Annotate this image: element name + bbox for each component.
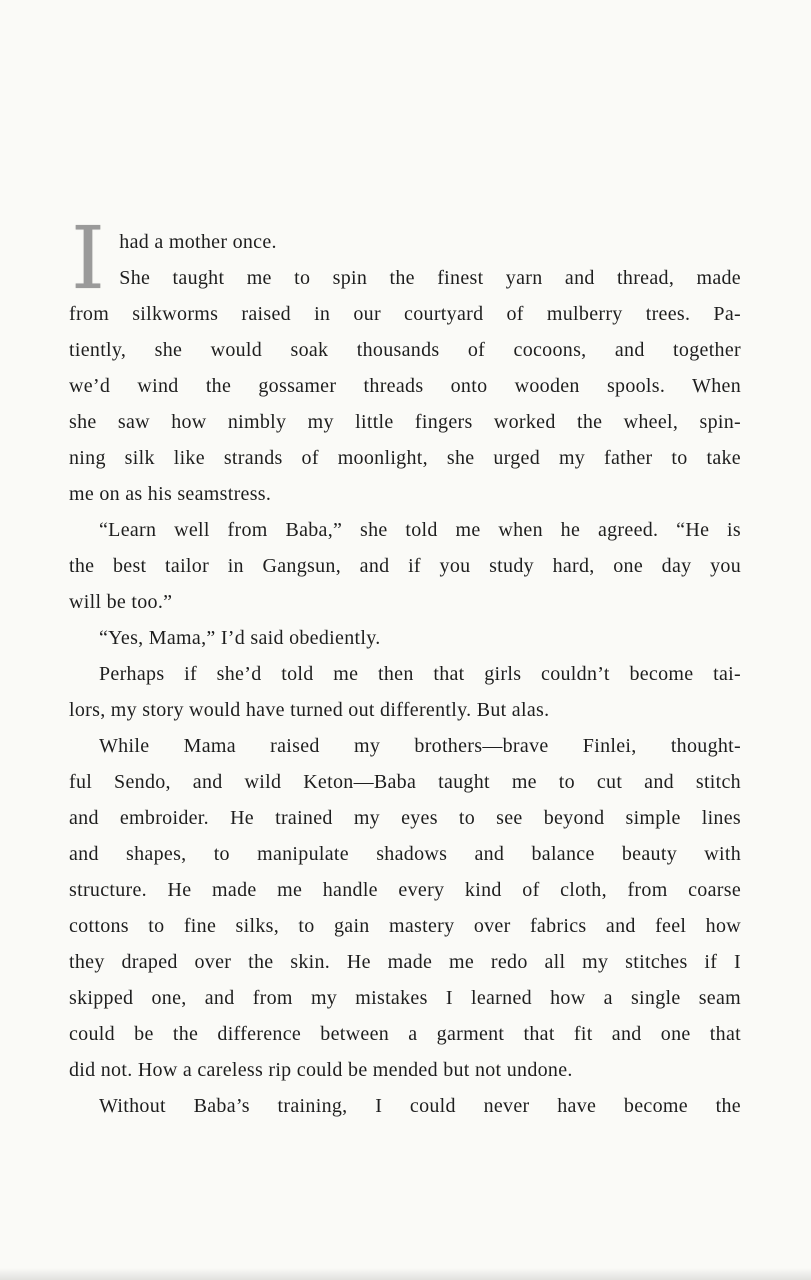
text-line: had a mother once.: [119, 231, 277, 253]
text-line: ful Sendo, and wild Keton—Baba taught me to cut and stitch: [69, 771, 741, 793]
text-line: skipped one, and from my mistakes I learned how a single seam: [69, 987, 741, 1009]
paragraph: [69, 1088, 741, 1124]
page-edge-shadow: [0, 1268, 811, 1280]
text-line: “Learn well from Baba,” she told me when he agreed. “He is: [99, 519, 741, 541]
text-line: the best tailor in Gangsun, and if you study hard, one day you: [69, 555, 741, 577]
text-line: we’d wind the gossamer threads onto wooden spools. When: [69, 375, 741, 397]
text-line: will be too.”: [69, 591, 173, 613]
drop-cap: I: [71, 209, 106, 309]
text-line: they draped over the skin. He made me redo all my stitches if I: [69, 951, 741, 973]
text-line: cottons to fine silks, to gain mastery over fabrics and feel how: [69, 915, 741, 937]
text-line: She taught me to spin the finest yarn and thread, made: [119, 267, 741, 289]
text-line: Perhaps if she’d told me then that girls couldn’t become tai-: [99, 663, 741, 685]
text-line: could be the difference between a garment that fit and one that: [69, 1023, 741, 1045]
paragraph: [69, 620, 741, 656]
text-line: and embroider. He trained my eyes to see beyond simple lines: [69, 807, 741, 829]
text-line: “Yes, Mama,” I’d said obediently.: [99, 627, 381, 649]
text-line: tiently, she would soak thousands of cocoons, and together: [69, 339, 741, 361]
text-line: did not. How a careless rip could be mended but not undone.: [69, 1059, 573, 1081]
paragraph: [69, 512, 741, 620]
text-line: ning silk like strands of moonlight, she urged my father to take: [69, 447, 741, 469]
text-line: she saw how nimbly my little fingers worked the wheel, spin-: [69, 411, 741, 433]
text-line: structure. He made me handle every kind of cloth, from coarse: [69, 879, 741, 901]
text-line: While Mama raised my brothers—brave Finlei, thought-: [99, 735, 741, 757]
paragraph: [69, 224, 741, 260]
text-block: [69, 209, 741, 1124]
paragraph: [69, 728, 741, 1088]
paragraph: [69, 260, 741, 512]
paragraph: [69, 656, 741, 728]
text-line: Without Baba’s training, I could never have become the: [99, 1095, 741, 1117]
text-line: and shapes, to manipulate shadows and balance beauty with: [69, 843, 741, 865]
text-line: me on as his seamstress.: [69, 483, 272, 505]
text-line: from silkworms raised in our courtyard of mulberry trees. Pa-: [69, 303, 741, 325]
text-line: lors, my story would have turned out differently. But alas.: [69, 699, 550, 721]
